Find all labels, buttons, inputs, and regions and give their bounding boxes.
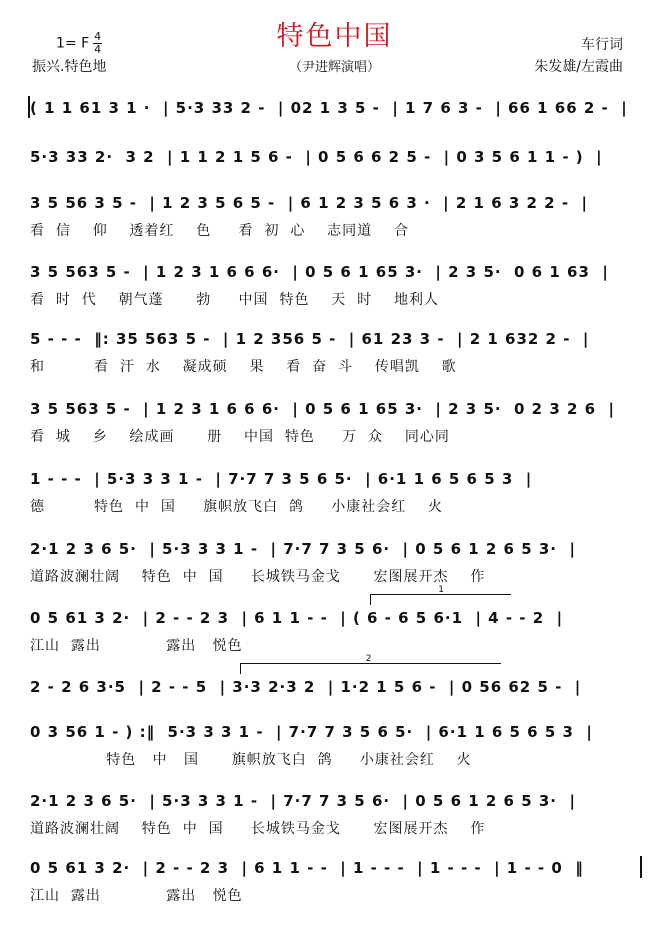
notation-line: 3 5 563 5 - | 1 2 3 1 6 6 6· | 0 5 6 1 65 3· | 2 3 5· 0 2 3 2 6 |	[30, 400, 616, 418]
notation-line: 3 5 56 3 5 - | 1 2 3 5 6 5 - | 6 1 2 3 5 6 3 · | 2 1 6 3 2 2 - |	[30, 194, 588, 212]
final-barline	[640, 856, 642, 878]
composer-credit: 朱发雄/左霞曲	[534, 59, 623, 75]
notation-line: 0 5 61 3 2· | 2 - - 2 3 | 6 1 1 - - | 1 - - - | 1 - - - | 1 - - 0 ‖	[30, 859, 584, 877]
lyric-line: 道路波澜壮阔 特色 中 国 长城铁马金戈 宏图展开杰 作	[30, 821, 486, 837]
time-bottom: 4	[94, 43, 102, 56]
lyric-line: 和 看 汗 水 凝成硕 果 看 奋 斗 传唱凯 歌	[30, 359, 457, 375]
volta-number: 2	[365, 654, 372, 664]
singer-credit: （尹进辉演唱）	[288, 60, 380, 75]
lyric-line: 江山 露出 露出 悦色	[30, 888, 243, 904]
notation-line: 1 - - - | 5·3 3 3 1 - | 7·7 7 3 5 6 5· | 6·1 1 6 5 6 5 3 |	[30, 470, 533, 488]
lyric-line: 德 特色 中 国 旗帜放飞白 鸽 小康社会红 火	[30, 499, 444, 515]
notation-line: 0 5 61 3 2· | 2 - - 2 3 | 6 1 1 - - | ( 6 - 6 5 6·1 | 4 - - 2 |	[30, 609, 564, 627]
lyric-line: 特色 中 国 旗帜放飞白 鸽 小康社会红 火	[30, 752, 472, 768]
notation-line: 2·1 2 3 6 5· | 5·3 3 3 1 - | 7·7 7 3 5 6· | 0 5 6 1 2 6 5 3· |	[30, 540, 576, 558]
notation-line: 5·3 33 2· 3 2 | 1 1 2 1 5 6 - | 0 5 6 6 2 5 - | 0 3 5 6 1 1 - ) |	[30, 148, 603, 166]
key-label: 1= F	[56, 35, 90, 52]
notation-line: ( 1 1 61 3 1 · | 5·3 33 2 - | 02 1 3 5 - | 1 7 6 3 - | 66 1 66 2 - |	[30, 99, 628, 117]
theme-label: 振兴.特色地	[32, 59, 107, 75]
volta-number: 1	[438, 585, 444, 595]
time-signature	[93, 32, 102, 55]
lyric-line: 江山 露出 露出 悦色	[30, 638, 243, 654]
key-signature	[56, 32, 102, 55]
notation-line: 3 5 563 5 - | 1 2 3 1 6 6 6· | 0 5 6 1 65 3· | 2 3 5· 0 6 1 63 |	[30, 263, 609, 281]
notation-line: 2·1 2 3 6 5· | 5·3 3 3 1 - | 7·7 7 3 5 6· | 0 5 6 1 2 6 5 3· |	[30, 792, 576, 810]
notation-line: 0 3 56 1 - ) :‖ 5·3 3 3 1 - | 7·7 7 3 5 6 5· | 6·1 1 6 5 6 5 3 |	[30, 723, 593, 741]
time-top: 4	[94, 30, 102, 43]
song-title: 特色中国	[276, 21, 393, 52]
lyric-line: 看 城 乡 绘成画 册 中国 特色 万 众 同心同	[30, 429, 450, 445]
lyric-line: 看 信 仰 透着红 色 看 初 心 志同道 合	[30, 223, 409, 239]
lyric-line: 看 时 代 朝气蓬 勃 中国 特色 天 时 地利人	[30, 292, 439, 308]
lyric-line: 道路波澜壮阔 特色 中 国 长城铁马金戈 宏图展开杰 作	[30, 569, 486, 585]
lyricist-credit: 车行词	[581, 37, 623, 53]
notation-line: 2 - 2 6 3·5 | 2 - - 5 | 3·3 2·3 2 | 1·2 1 5 6 - | 0 56 62 5 - |	[30, 678, 582, 696]
notation-line: 5 - - - ‖: 35 563 5 - | 1 2 356 5 - | 61 23 3 - | 2 1 632 2 - |	[30, 330, 590, 348]
